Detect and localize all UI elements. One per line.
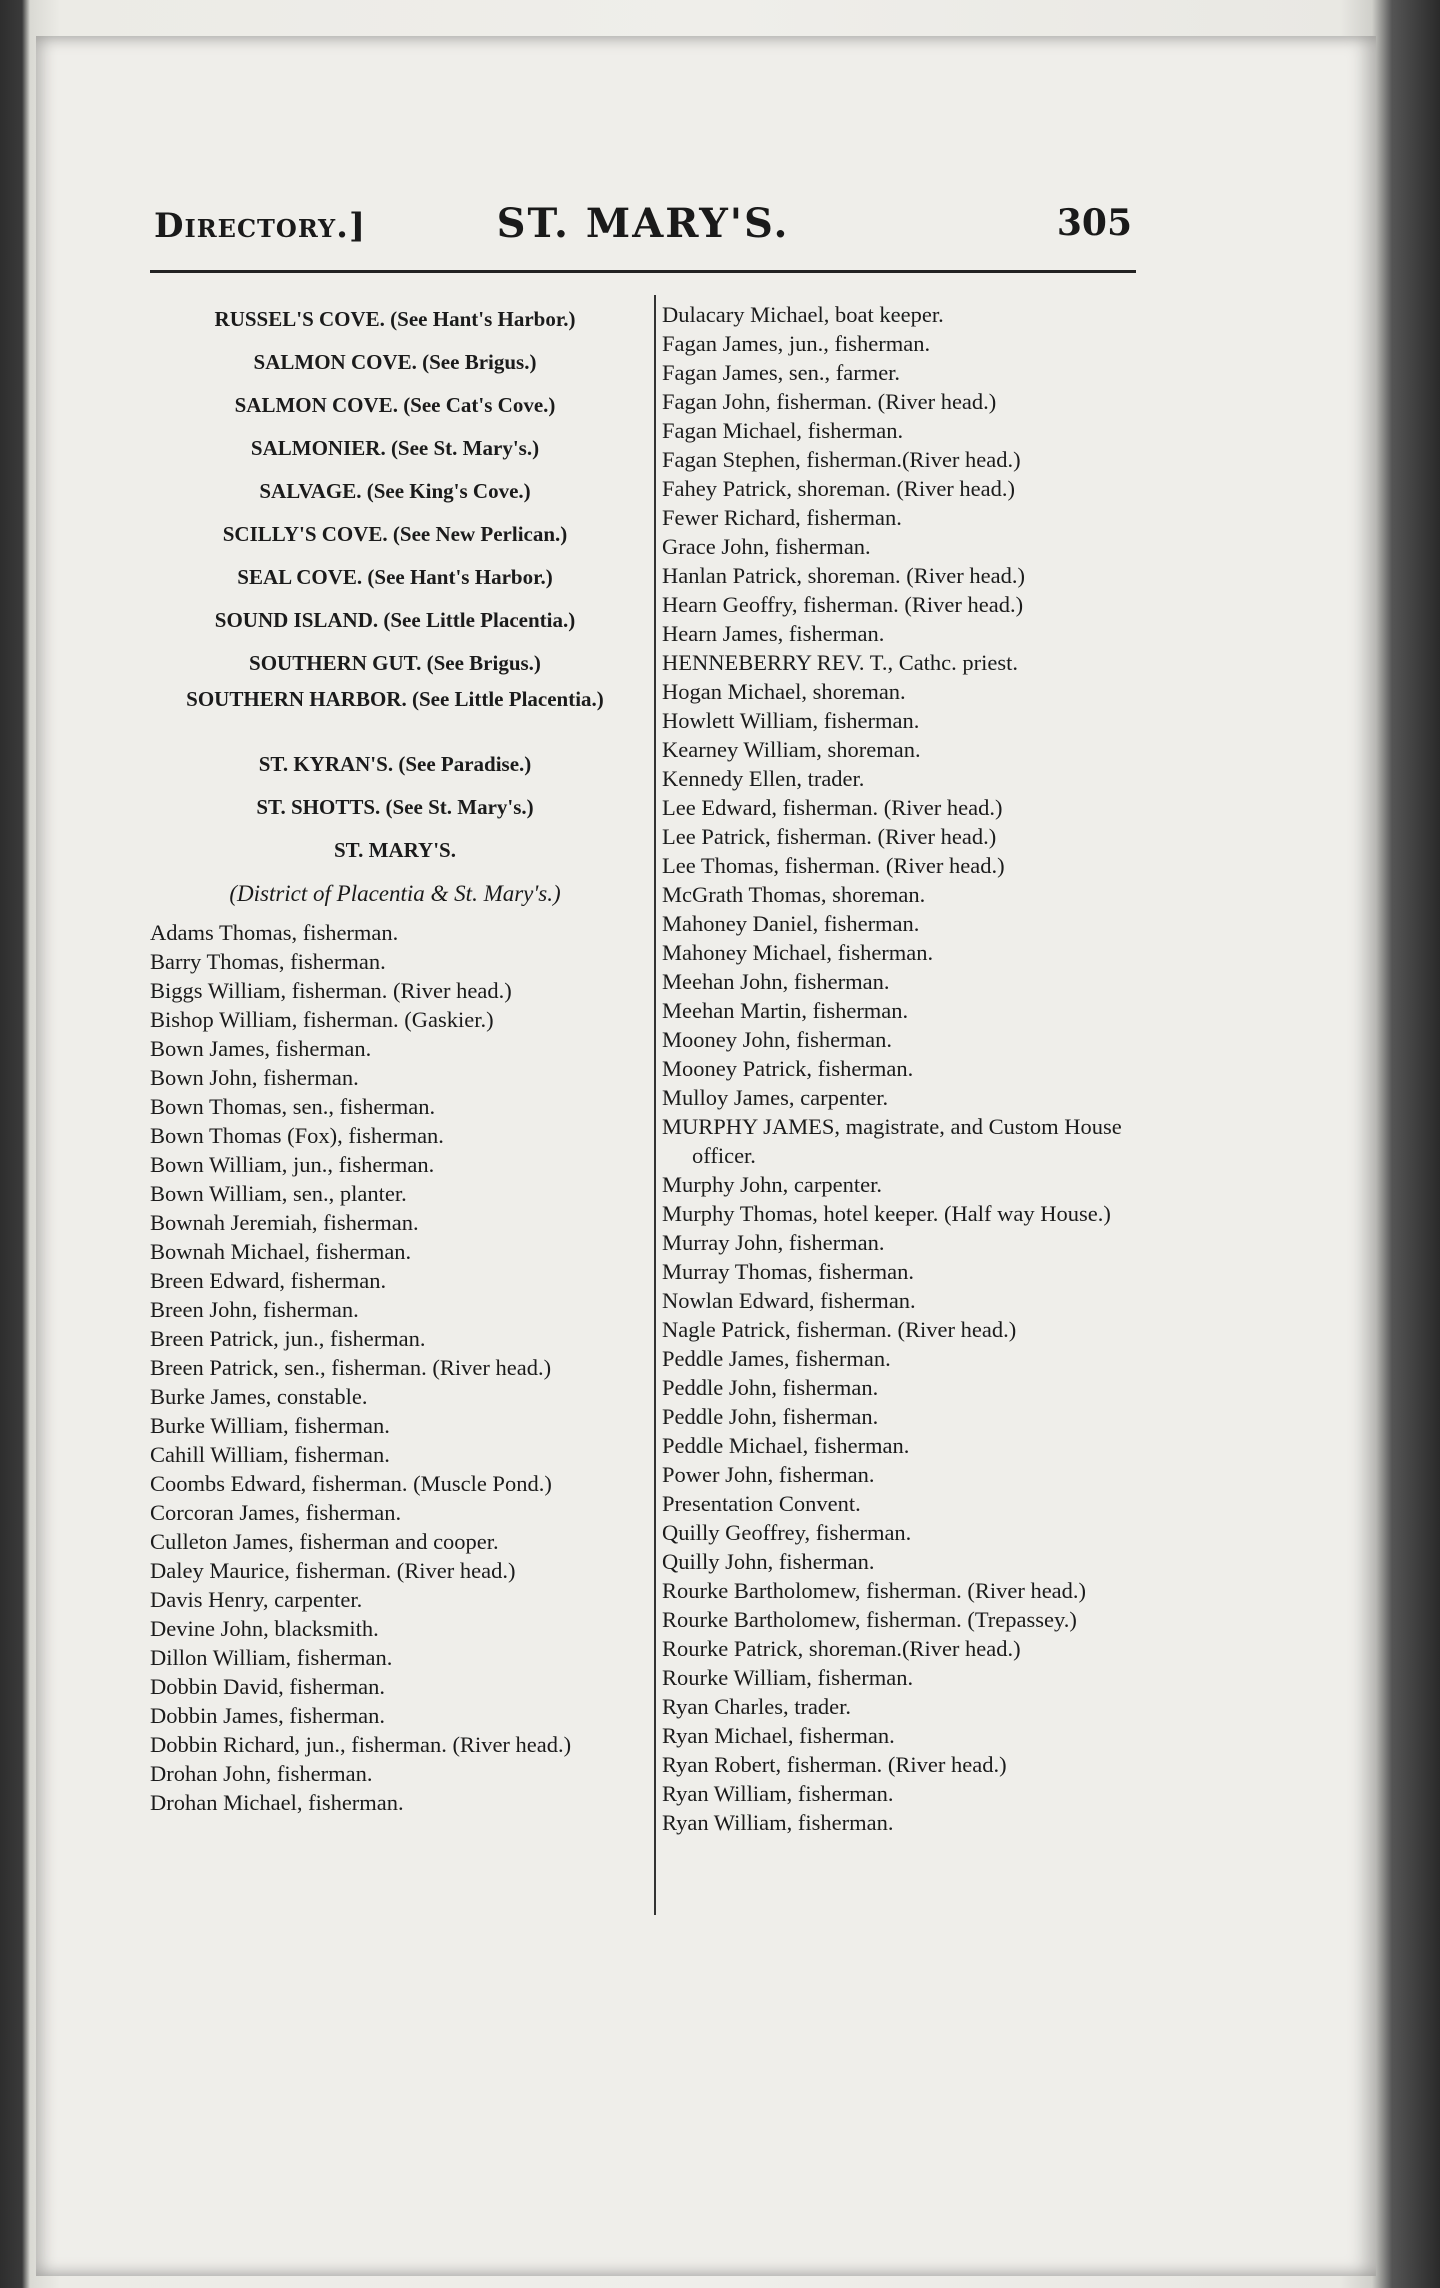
district-subtitle: (District of Placentia & St. Mary's.)	[229, 881, 561, 906]
directory-entry: Breen John, fisherman.	[150, 1297, 359, 1322]
directory-entry: Murray John, fisherman.	[662, 1230, 885, 1255]
cross-reference: SCILLY'S COVE. (See New Perlican.)	[222, 522, 568, 546]
directory-entry: Ryan William, fisherman.	[662, 1810, 894, 1835]
directory-entry: Murray Thomas, fisherman.	[662, 1259, 915, 1284]
directory-entry: Quilly Geoffrey, fisherman.	[662, 1520, 912, 1545]
directory-entry: Hearn James, fisherman.	[662, 621, 885, 646]
directory-entry: Bown Thomas, sen., fisherman.	[150, 1094, 436, 1119]
directory-entry: Bown Thomas (Fox), fisherman.	[150, 1123, 444, 1148]
directory-entry: Adams Thomas, fisherman.	[150, 920, 399, 945]
directory-entry: Bownah Michael, fisherman.	[150, 1239, 412, 1264]
running-header	[154, 200, 1132, 260]
directory-entry: Kearney William, shoreman.	[662, 737, 921, 762]
page-number: 305	[1056, 202, 1132, 244]
directory-entry: Breen Patrick, sen., fisherman. (River head.)	[150, 1355, 552, 1380]
right-column	[662, 298, 1140, 1837]
directory-entry: Meehan Martin, fisherman.	[662, 998, 909, 1023]
directory-entry: Burke William, fisherman.	[150, 1413, 390, 1438]
directory-entry: Fagan Michael, fisherman.	[662, 418, 904, 443]
cross-reference: RUSSEL'S COVE. (See Hant's Harbor.)	[214, 307, 576, 331]
cross-reference: SALMON COVE. (See Cat's Cove.)	[234, 393, 556, 417]
directory-entry: Bown William, sen., planter.	[150, 1181, 407, 1206]
directory-entry: Cahill William, fisherman.	[150, 1442, 390, 1467]
directory-entry: Drohan John, fisherman.	[150, 1761, 373, 1786]
directory-entry: Lee Edward, fisherman. (River head.)	[662, 795, 1003, 820]
directory-entry: Rourke Bartholomew, fisherman. (Trepassey.)	[662, 1607, 1077, 1632]
directory-entry: Dobbin Richard, jun., fisherman. (River head.)	[150, 1732, 572, 1757]
directory-entry: Fewer Richard, fisherman.	[662, 505, 902, 530]
right-entry-list	[662, 300, 1140, 1837]
directory-entry: Culleton James, fisherman and cooper.	[150, 1529, 499, 1554]
directory-entry: Mahoney Daniel, fisherman.	[662, 911, 920, 936]
directory-entry: Peddle James, fisherman.	[662, 1346, 891, 1371]
directory-entry: Breen Edward, fisherman.	[150, 1268, 387, 1293]
cross-reference: SALVAGE. (See King's Cove.)	[259, 479, 531, 503]
directory-entry: Barry Thomas, fisherman.	[150, 949, 386, 974]
directory-entry: Murphy Thomas, hotel keeper. (Half way House.)	[662, 1201, 1111, 1226]
directory-entry: Bishop William, fisherman. (Gaskier.)	[150, 1007, 494, 1032]
directory-entry: Ryan Charles, trader.	[662, 1694, 852, 1719]
directory-entry: Ryan Michael, fisherman.	[662, 1723, 895, 1748]
directory-entry: Lee Thomas, fisherman. (River head.)	[662, 853, 1005, 878]
directory-entry: Ryan William, fisherman.	[662, 1781, 894, 1806]
directory-entry: Rourke William, fisherman.	[662, 1665, 914, 1690]
directory-entry: Murphy John, carpenter.	[662, 1172, 882, 1197]
directory-entry: Power John, fisherman.	[662, 1462, 875, 1487]
cross-reference: ST. SHOTTS. (See St. Mary's.)	[256, 795, 534, 819]
directory-entry: Mooney Patrick, fisherman.	[662, 1056, 914, 1081]
directory-entry: Biggs William, fisherman. (River head.)	[150, 978, 512, 1003]
directory-entry: Burke James, constable.	[150, 1384, 368, 1409]
cross-reference: SALMONIER. (See St. Mary's.)	[250, 436, 540, 460]
directory-entry: McGrath Thomas, shoreman.	[662, 882, 926, 907]
directory-entry: HENNEBERRY REV. T., Cathc. priest.	[662, 650, 1019, 675]
directory-entry: Mahoney Michael, fisherman.	[662, 940, 934, 965]
directory-entry: Meehan John, fisherman.	[662, 969, 890, 994]
directory-entry: MURPHY JAMES, magistrate, and Custom House officer.	[662, 1114, 1122, 1168]
directory-entry: Fagan James, jun., fisherman.	[662, 331, 931, 356]
left-column	[150, 298, 640, 1817]
directory-entry: Bown John, fisherman.	[150, 1065, 359, 1090]
directory-entry: Peddle Michael, fisherman.	[662, 1433, 910, 1458]
directory-entry: Grace John, fisherman.	[662, 534, 871, 559]
directory-entry: Presentation Convent.	[662, 1491, 861, 1516]
cross-reference: SEAL COVE. (See Hant's Harbor.)	[237, 565, 553, 589]
directory-entry: Dobbin James, fisherman.	[150, 1703, 385, 1728]
directory-entry: Breen Patrick, jun., fisherman.	[150, 1326, 426, 1351]
directory-entry: Howlett William, fisherman.	[662, 708, 920, 733]
directory-entry: Peddle John, fisherman.	[662, 1404, 879, 1429]
cross-reference: ST. KYRAN'S. (See Paradise.)	[258, 752, 532, 776]
directory-entry: Mulloy James, carpenter.	[662, 1085, 889, 1110]
directory-entry: Dillon William, fisherman.	[150, 1645, 393, 1670]
directory-entry: Dobbin David, fisherman.	[150, 1674, 385, 1699]
directory-entry: Devine John, blacksmith.	[150, 1616, 379, 1641]
directory-entry: Bown James, fisherman.	[150, 1036, 372, 1061]
directory-entry: Ryan Robert, fisherman. (River head.)	[662, 1752, 1007, 1777]
directory-entry: Lee Patrick, fisherman. (River head.)	[662, 824, 997, 849]
directory-entry: Nowlan Edward, fisherman.	[662, 1288, 916, 1313]
section-title: ST. MARY'S.	[334, 838, 456, 862]
directory-entry: Quilly John, fisherman.	[662, 1549, 875, 1574]
directory-entry: Hogan Michael, shoreman.	[662, 679, 906, 704]
directory-entry: Fagan John, fisherman. (River head.)	[662, 389, 997, 414]
directory-entry: Nagle Patrick, fisherman. (River head.)	[662, 1317, 1017, 1342]
directory-entry: Davis Henry, carpenter.	[150, 1587, 363, 1612]
directory-entry: Rourke Patrick, shoreman.(River head.)	[662, 1636, 1021, 1661]
header-section-label: Directory.]	[154, 206, 367, 246]
directory-entry: Fagan Stephen, fisherman.(River head.)	[662, 447, 1021, 472]
cross-reference: SOUTHERN GUT. (See Brigus.)	[249, 651, 541, 675]
cross-reference: SALMON COVE. (See Brigus.)	[253, 350, 537, 374]
directory-entry: Kennedy Ellen, trader.	[662, 766, 865, 791]
directory-entry: Corcoran James, fisherman.	[150, 1500, 402, 1525]
left-entry-list	[150, 918, 640, 1817]
header-rule	[150, 270, 1136, 273]
directory-entry: Coombs Edward, fisherman. (Muscle Pond.)	[150, 1471, 552, 1496]
directory-entry: Hearn Geoffry, fisherman. (River head.)	[662, 592, 1024, 617]
directory-entry: Fahey Patrick, shoreman. (River head.)	[662, 476, 1016, 501]
directory-entry: Bownah Jeremiah, fisherman.	[150, 1210, 419, 1235]
directory-entry: Rourke Bartholomew, fisherman. (River head.)	[662, 1578, 1087, 1603]
directory-entry: Drohan Michael, fisherman.	[150, 1790, 404, 1815]
directory-entry: Hanlan Patrick, shoreman. (River head.)	[662, 563, 1025, 588]
directory-entry: Fagan James, sen., farmer.	[662, 360, 901, 385]
directory-entry: Mooney John, fisherman.	[662, 1027, 892, 1052]
directory-entry: Dulacary Michael, boat keeper.	[662, 302, 944, 327]
directory-entry: Peddle John, fisherman.	[662, 1375, 879, 1400]
cross-reference: SOUTHERN HARBOR. (See Little Placentia.)	[186, 687, 604, 711]
column-divider	[654, 295, 656, 1915]
directory-entry: Daley Maurice, fisherman. (River head.)	[150, 1558, 516, 1583]
cross-reference: SOUND ISLAND. (See Little Placentia.)	[214, 608, 576, 632]
directory-entry: Bown William, jun., fisherman.	[150, 1152, 435, 1177]
page-title: ST. MARY'S.	[496, 200, 790, 247]
